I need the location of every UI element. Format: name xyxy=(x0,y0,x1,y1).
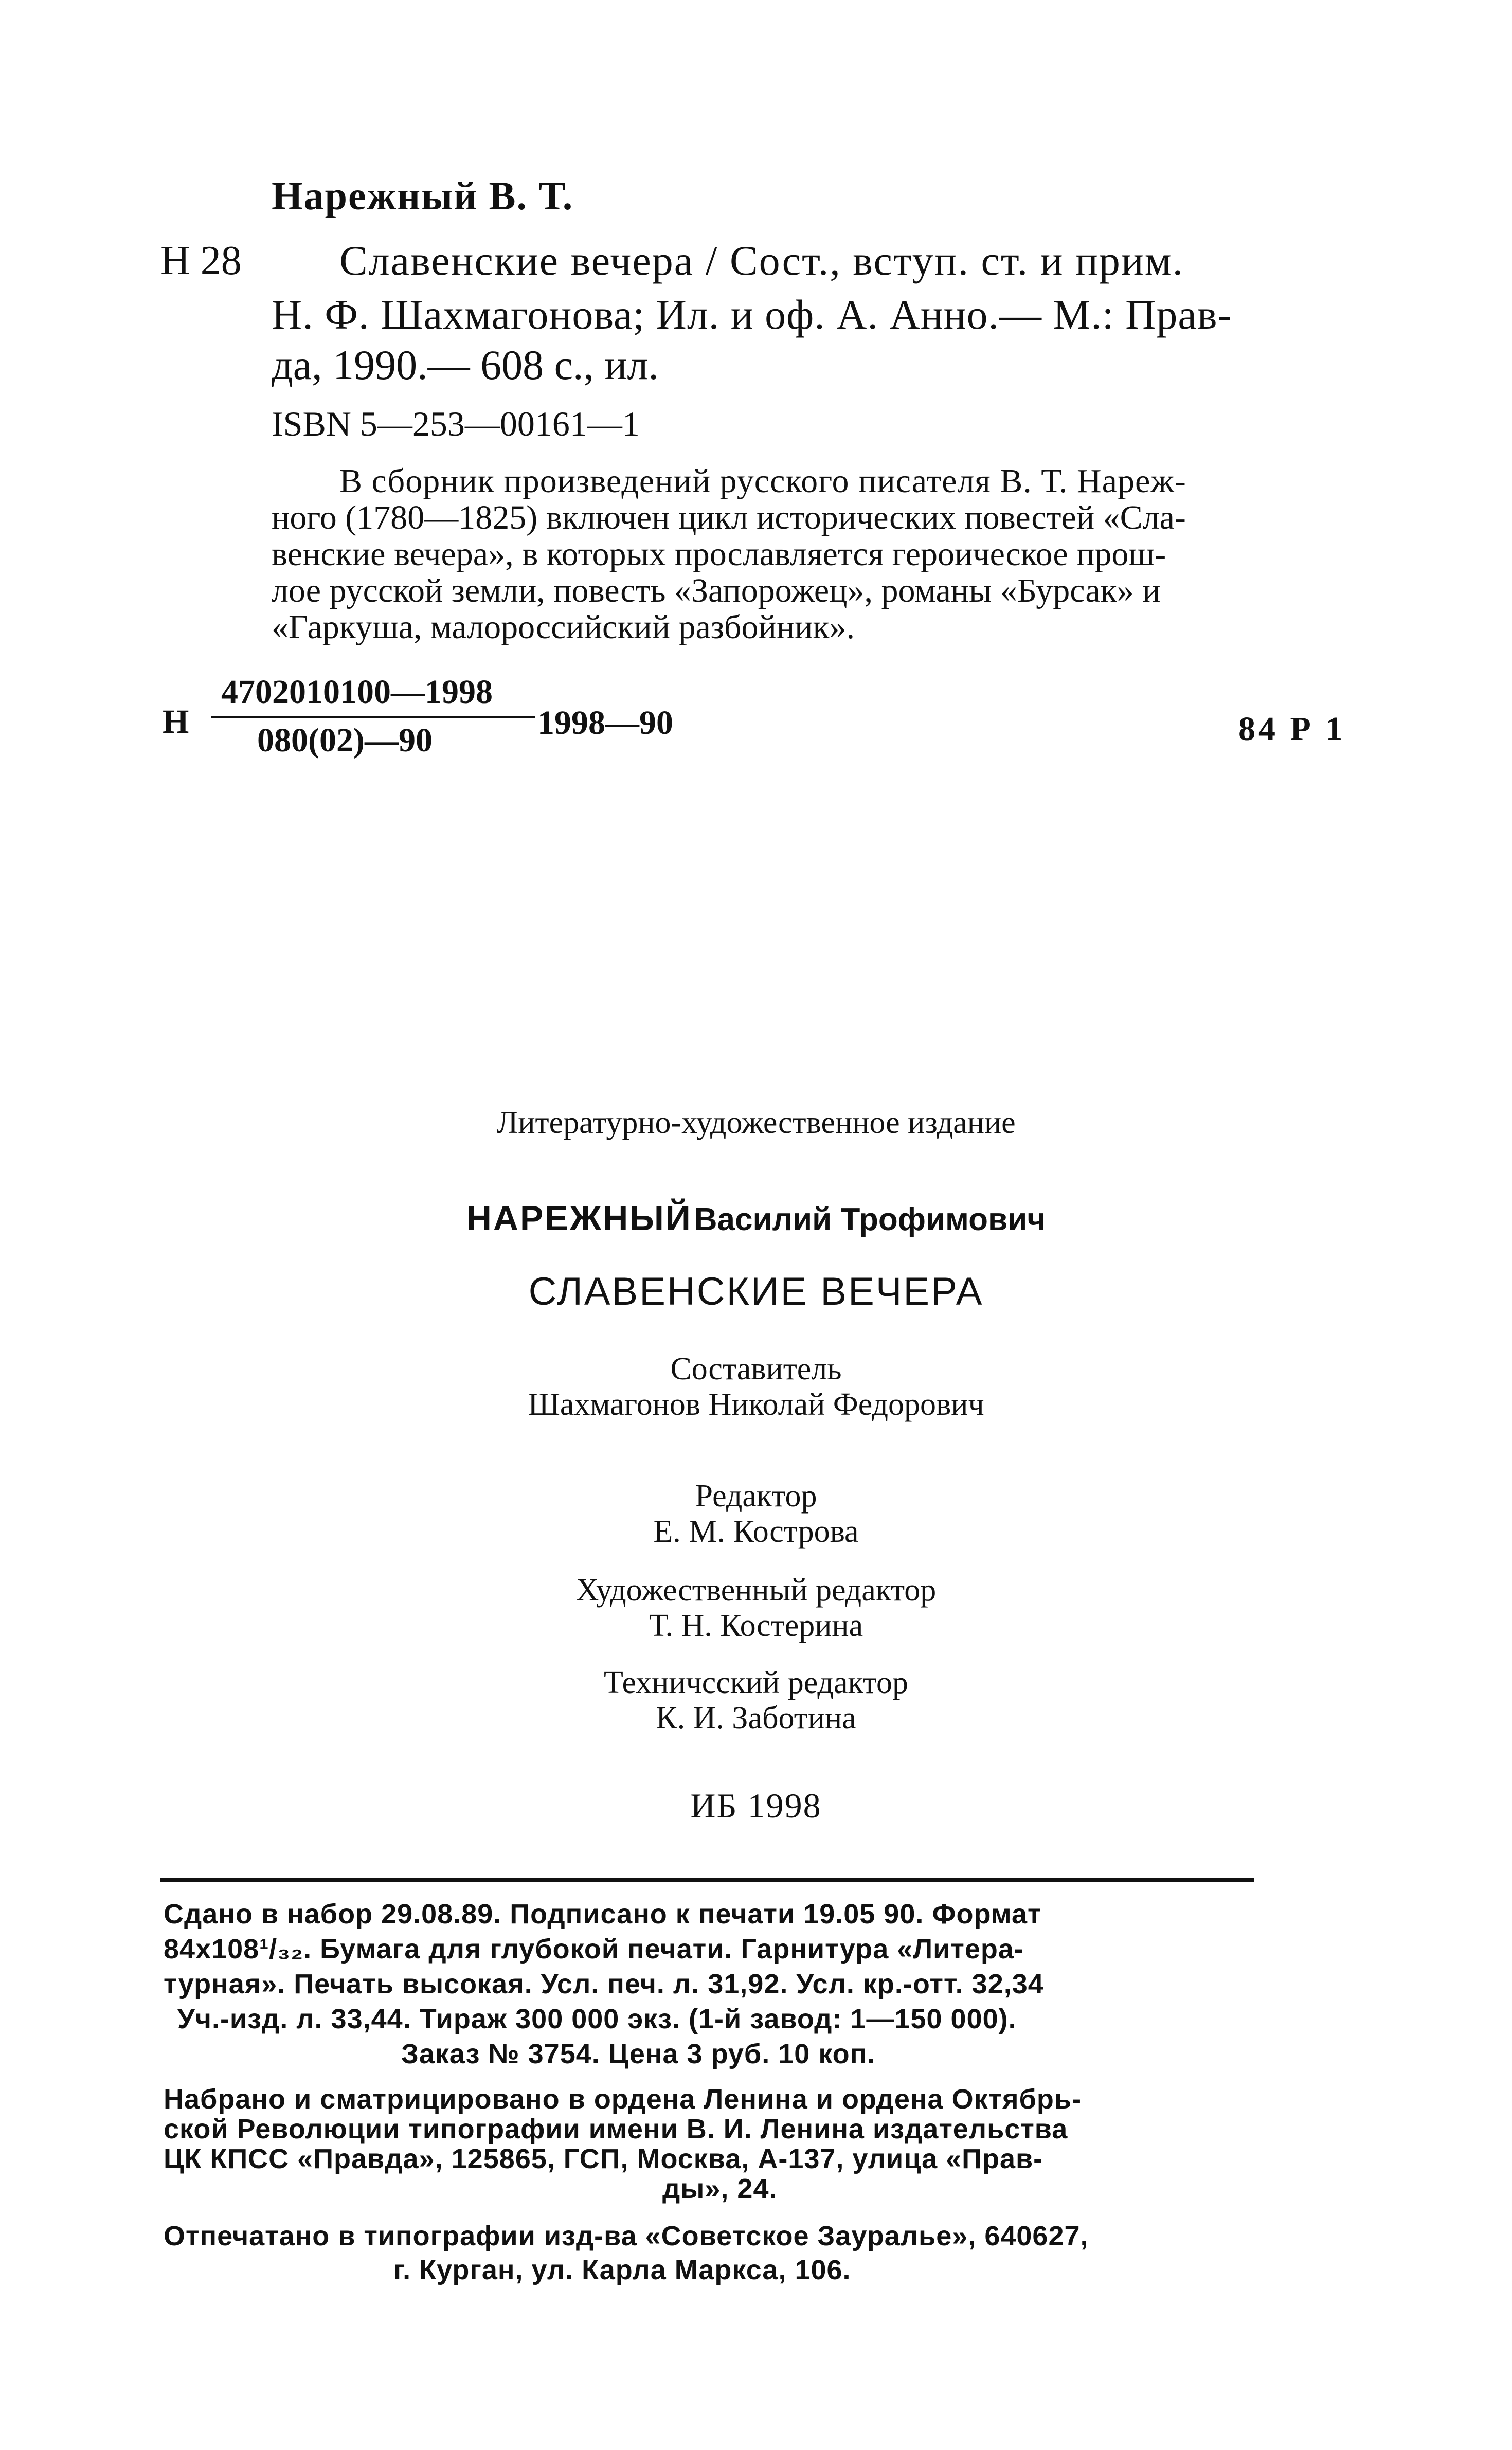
credit-role: Редактор xyxy=(695,1479,817,1514)
classification-code: 84 Р 1 xyxy=(1238,710,1346,748)
isbn: ISBN 5—253—00161—1 xyxy=(272,404,640,443)
typesetting-line: ЦК КПСС «Правда», 125865, ГСП, Москва, А-137, улица «Прав- xyxy=(164,2143,1043,2174)
credit-name: Т. Н. Костерина xyxy=(649,1608,863,1643)
formula-suffix: 1998—90 xyxy=(537,704,673,742)
author-heading: Нарежный В. Т. xyxy=(272,173,574,218)
production-line: турная». Печать высокая. Усл. печ. л. 31,92. Усл. кр.-отт. 32,34 xyxy=(164,1969,1044,1999)
annotation-line: «Гаркуша, малороссийский разбойник». xyxy=(272,608,855,646)
production-line: Уч.-изд. л. 33,44. Тираж 300 000 экз. (1-й завод: 1—150 000). xyxy=(177,2004,1017,2034)
colophon-divider xyxy=(160,1878,1254,1882)
annotation-line: венские вечера», в которых прославляется героическое прош- xyxy=(272,535,1166,573)
printing-line: Отпечатано в типографии изд-ва «Советское Зауралье», 640627, xyxy=(164,2221,1089,2251)
entry-line: Н. Ф. Шахмагонова; Ил. и оф. А. Анно.— М.: Прав- xyxy=(272,291,1232,338)
author-surname: НАРЕЖНЫЙ xyxy=(466,1199,692,1238)
author-full-name xyxy=(0,1198,1512,1238)
typesetting-line: ды», 24. xyxy=(662,2173,778,2204)
annotation-line: ного (1780—1825) включен цикл исторических повестей «Сла- xyxy=(272,499,1186,536)
credit-role: Художественный редактор xyxy=(575,1573,937,1608)
credit-name: Е. М. Кострова xyxy=(653,1514,859,1549)
fraction-bar xyxy=(211,716,535,718)
entry-line: да, 1990.— 608 с., ил. xyxy=(272,341,659,388)
formula-denominator: 080(02)—90 xyxy=(257,722,433,759)
formula-letter: Н xyxy=(163,703,189,741)
entry-line: Славенские вечера / Сост., вступ. ст. и прим. xyxy=(339,237,1184,284)
printing-line: г. Курган, ул. Карла Маркса, 106. xyxy=(393,2255,851,2285)
edition-type: Литературно-художественное издание xyxy=(496,1105,1016,1140)
ib-number: ИБ 1998 xyxy=(690,1786,822,1825)
credit-name: К. И. Заботина xyxy=(656,1701,856,1736)
credit-role: Составитель xyxy=(670,1352,842,1386)
typesetting-line: ской Революции типографии имени В. И. Ленина издательства xyxy=(164,2114,1068,2145)
credit-role: Техничсский редактор xyxy=(603,1665,909,1700)
production-line: Заказ № 3754. Цена 3 руб. 10 коп. xyxy=(401,2039,876,2069)
catalog-code: Н 28 xyxy=(160,238,242,283)
production-line: Сдано в набор 29.08.89. Подписано к печати 19.05 90. Формат xyxy=(164,1899,1042,1930)
author-given-name: Василий Трофимович xyxy=(694,1202,1046,1237)
production-line: 84х108¹/₃₂. Бумага для глубокой печати. Гарнитура «Литера- xyxy=(164,1934,1024,1965)
typesetting-line: Набрано и сматрицировано в ордена Ленина и ордена Октябрь- xyxy=(164,2084,1082,2115)
annotation-line: В сборник произведений русского писателя В. Т. Нареж- xyxy=(339,462,1186,500)
annotation-line: лое русской земли, повесть «Запорожец», романы «Бурсак» и xyxy=(272,572,1161,609)
credit-name: Шахмагонов Николай Федорович xyxy=(528,1387,984,1422)
book-title: СЛАВЕНСКИЕ ВЕЧЕРА xyxy=(528,1270,984,1313)
formula-numerator: 4702010100—1998 xyxy=(221,673,493,711)
